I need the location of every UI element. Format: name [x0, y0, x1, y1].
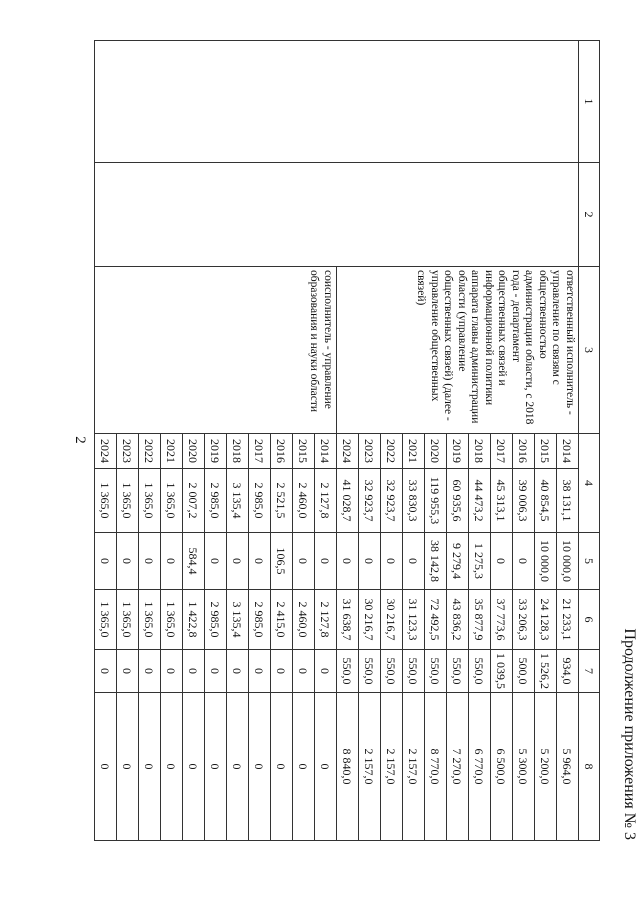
- year-cell: 2018: [469, 434, 491, 469]
- col-header-8: 8: [579, 693, 600, 841]
- budget-table: [94, 40, 600, 841]
- extra-cell: 6 500,0: [491, 693, 513, 841]
- total-cell: 119 955,3: [425, 469, 447, 533]
- total-cell: 40 854,5: [535, 469, 557, 533]
- year-cell: 2023: [359, 434, 381, 469]
- col-header-5: 5: [579, 533, 600, 590]
- local-cell: 934,0: [557, 650, 579, 693]
- col2-cell: [95, 163, 579, 267]
- total-cell: 41 028,7: [337, 469, 359, 533]
- local-cell: 550,0: [425, 650, 447, 693]
- federal-cell: 106,5: [271, 533, 293, 590]
- year-cell: 2021: [161, 434, 183, 469]
- extra-cell: 8 840,0: [337, 693, 359, 841]
- regional-cell: 31 123,3: [403, 590, 425, 650]
- extra-cell: 0: [161, 693, 183, 841]
- total-cell: 2 521,5: [271, 469, 293, 533]
- regional-cell: 2 985,0: [205, 590, 227, 650]
- year-cell: 2019: [205, 434, 227, 469]
- regional-cell: 33 206,3: [513, 590, 535, 650]
- appendix-continuation-title: Продолжение приложения № 3: [621, 628, 638, 840]
- year-cell: 2024: [337, 434, 359, 469]
- local-cell: 550,0: [359, 650, 381, 693]
- table-body: [95, 41, 579, 841]
- regional-cell: 30 216,7: [359, 590, 381, 650]
- federal-cell: 0: [227, 533, 249, 590]
- regional-cell: 72 492,5: [425, 590, 447, 650]
- extra-cell: 0: [315, 693, 337, 841]
- federal-cell: 9 279,4: [447, 533, 469, 590]
- year-cell: 2021: [403, 434, 425, 469]
- extra-cell: 2 157,0: [403, 693, 425, 841]
- federal-cell: 0: [95, 533, 117, 590]
- year-cell: 2022: [139, 434, 161, 469]
- federal-cell: 0: [249, 533, 271, 590]
- local-cell: 550,0: [337, 650, 359, 693]
- rotated-page: [72, 40, 638, 840]
- federal-cell: 10 000,0: [557, 533, 579, 590]
- year-cell: 2018: [227, 434, 249, 469]
- local-cell: 500,0: [513, 650, 535, 693]
- year-cell: 2019: [447, 434, 469, 469]
- regional-cell: 31 638,7: [337, 590, 359, 650]
- executor-description: соисполнитель - управление образования и науки области: [95, 267, 337, 434]
- year-cell: 2023: [117, 434, 139, 469]
- regional-cell: 2 460,0: [293, 590, 315, 650]
- extra-cell: 2 157,0: [381, 693, 403, 841]
- extra-cell: 0: [139, 693, 161, 841]
- local-cell: 1 039,5: [491, 650, 513, 693]
- table-row: [557, 41, 579, 841]
- col1-cell: [95, 41, 579, 163]
- federal-cell: 0: [381, 533, 403, 590]
- page-number: 2: [72, 436, 88, 444]
- total-cell: 32 923,7: [381, 469, 403, 533]
- total-cell: 1 365,0: [117, 469, 139, 533]
- regional-cell: 24 128,3: [535, 590, 557, 650]
- local-cell: 0: [205, 650, 227, 693]
- regional-cell: 1 365,0: [139, 590, 161, 650]
- local-cell: 0: [227, 650, 249, 693]
- year-cell: 2014: [315, 434, 337, 469]
- total-cell: 39 006,3: [513, 469, 535, 533]
- federal-cell: 1 275,3: [469, 533, 491, 590]
- regional-cell: 1 365,0: [161, 590, 183, 650]
- local-cell: 1 526,2: [535, 650, 557, 693]
- regional-cell: 1 365,0: [95, 590, 117, 650]
- year-cell: 2022: [381, 434, 403, 469]
- year-cell: 2017: [491, 434, 513, 469]
- federal-cell: 0: [117, 533, 139, 590]
- total-cell: 2 985,0: [205, 469, 227, 533]
- total-cell: 2 127,8: [315, 469, 337, 533]
- year-cell: 2024: [95, 434, 117, 469]
- total-cell: 1 365,0: [95, 469, 117, 533]
- local-cell: 0: [249, 650, 271, 693]
- total-cell: 60 935,6: [447, 469, 469, 533]
- regional-cell: 30 216,7: [381, 590, 403, 650]
- federal-cell: 38 142,8: [425, 533, 447, 590]
- total-cell: 2 007,2: [183, 469, 205, 533]
- local-cell: 0: [117, 650, 139, 693]
- col-header-1: 1: [579, 41, 600, 163]
- local-cell: 550,0: [469, 650, 491, 693]
- local-cell: 0: [315, 650, 337, 693]
- local-cell: 0: [293, 650, 315, 693]
- extra-cell: 6 770,0: [469, 693, 491, 841]
- year-cell: 2017: [249, 434, 271, 469]
- total-cell: 45 313,1: [491, 469, 513, 533]
- year-cell: 2016: [513, 434, 535, 469]
- col-header-7: 7: [579, 650, 600, 693]
- extra-cell: 8 770,0: [425, 693, 447, 841]
- regional-cell: 43 836,2: [447, 590, 469, 650]
- total-cell: 32 923,7: [359, 469, 381, 533]
- col-header-4: 4: [579, 434, 600, 533]
- extra-cell: 0: [271, 693, 293, 841]
- regional-cell: 2 985,0: [249, 590, 271, 650]
- extra-cell: 0: [249, 693, 271, 841]
- local-cell: 0: [161, 650, 183, 693]
- federal-cell: 0: [403, 533, 425, 590]
- regional-cell: 1 422,8: [183, 590, 205, 650]
- federal-cell: 0: [205, 533, 227, 590]
- total-cell: 2 460,0: [293, 469, 315, 533]
- col-header-2: 2: [579, 163, 600, 267]
- local-cell: 550,0: [403, 650, 425, 693]
- extra-cell: 0: [117, 693, 139, 841]
- local-cell: 550,0: [381, 650, 403, 693]
- total-cell: 1 365,0: [161, 469, 183, 533]
- federal-cell: 0: [139, 533, 161, 590]
- regional-cell: 2 415,0: [271, 590, 293, 650]
- federal-cell: 10 000,0: [535, 533, 557, 590]
- total-cell: 38 131,1: [557, 469, 579, 533]
- extra-cell: 0: [293, 693, 315, 841]
- regional-cell: 21 233,1: [557, 590, 579, 650]
- year-cell: 2014: [557, 434, 579, 469]
- extra-cell: 5 200,0: [535, 693, 557, 841]
- federal-cell: 0: [513, 533, 535, 590]
- total-cell: 44 473,2: [469, 469, 491, 533]
- local-cell: 0: [95, 650, 117, 693]
- year-cell: 2016: [271, 434, 293, 469]
- extra-cell: 7 270,0: [447, 693, 469, 841]
- extra-cell: 5 964,0: [557, 693, 579, 841]
- federal-cell: 0: [315, 533, 337, 590]
- total-cell: 2 985,0: [249, 469, 271, 533]
- year-cell: 2015: [293, 434, 315, 469]
- extra-cell: 5 300,0: [513, 693, 535, 841]
- local-cell: 550,0: [447, 650, 469, 693]
- federal-cell: 0: [359, 533, 381, 590]
- total-cell: 33 830,3: [403, 469, 425, 533]
- local-cell: 0: [139, 650, 161, 693]
- col-header-6: 6: [579, 590, 600, 650]
- regional-cell: 3 135,4: [227, 590, 249, 650]
- federal-cell: 0: [337, 533, 359, 590]
- regional-cell: 2 127,8: [315, 590, 337, 650]
- extra-cell: 0: [95, 693, 117, 841]
- federal-cell: 0: [491, 533, 513, 590]
- extra-cell: 0: [227, 693, 249, 841]
- extra-cell: 0: [183, 693, 205, 841]
- local-cell: 0: [183, 650, 205, 693]
- executor-description: ответственный исполнитель - управление по связям с общественностью администрации области, с 2018 года - департамент общественных связей и информационной политики аппарата главы администрации области (управление общественных связей) (далее - управление общественных связей): [337, 267, 579, 434]
- extra-cell: 2 157,0: [359, 693, 381, 841]
- federal-cell: 0: [293, 533, 315, 590]
- year-cell: 2020: [183, 434, 205, 469]
- extra-cell: 0: [205, 693, 227, 841]
- federal-cell: 0: [161, 533, 183, 590]
- year-cell: 2020: [425, 434, 447, 469]
- total-cell: 3 135,4: [227, 469, 249, 533]
- year-cell: 2015: [535, 434, 557, 469]
- regional-cell: 37 773,6: [491, 590, 513, 650]
- total-cell: 1 365,0: [139, 469, 161, 533]
- column-number-row: [579, 41, 600, 841]
- federal-cell: 584,4: [183, 533, 205, 590]
- regional-cell: 35 877,9: [469, 590, 491, 650]
- col-header-3: 3: [579, 267, 600, 434]
- regional-cell: 1 365,0: [117, 590, 139, 650]
- local-cell: 0: [271, 650, 293, 693]
